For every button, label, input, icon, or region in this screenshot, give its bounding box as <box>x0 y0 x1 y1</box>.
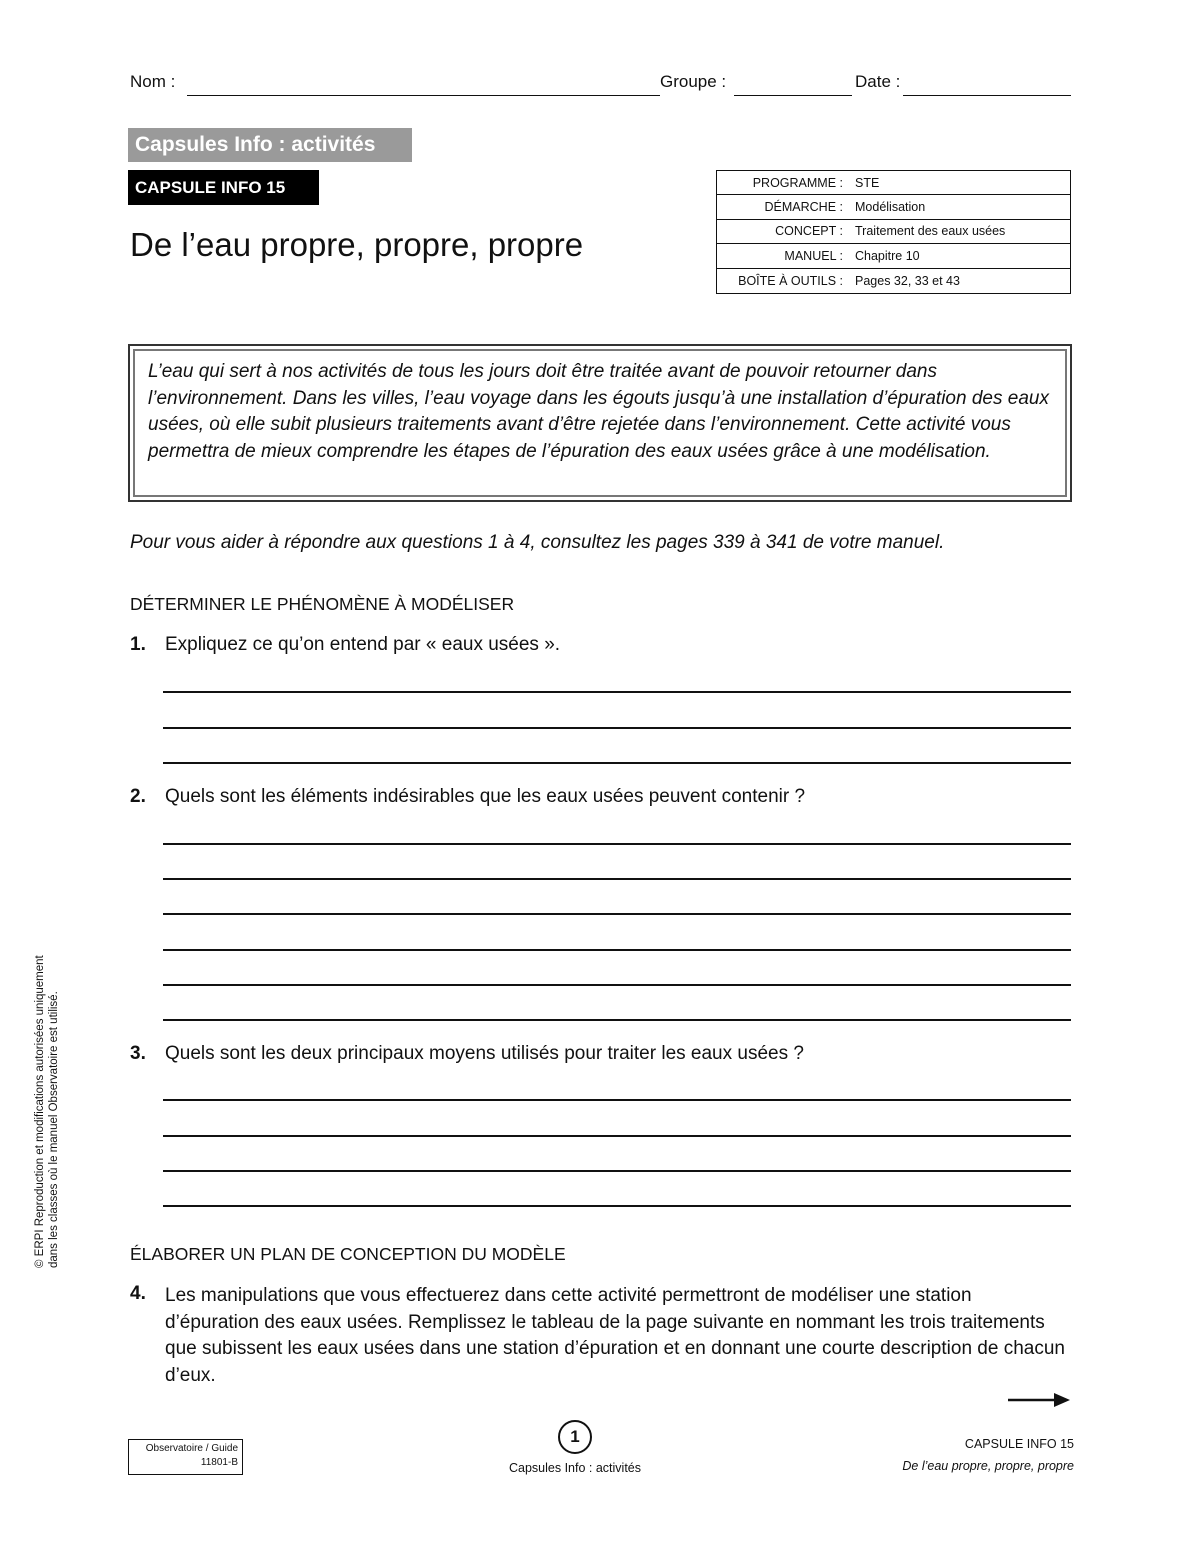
program-row-value: Chapitre 10 <box>855 248 920 263</box>
copyright-line-2: dans les classes où le manuel Observatoire est utilisé. <box>48 991 60 1268</box>
date-field[interactable] <box>903 95 1071 96</box>
program-row <box>717 269 1070 293</box>
copyright-note <box>33 868 61 1268</box>
footer-capsule-label: CAPSULE INFO 15 <box>964 1437 1074 1451</box>
page-title: De l’eau propre, propre, propre <box>130 226 584 263</box>
footer-box-line-2: 11801-B <box>200 1457 238 1468</box>
hint-text: Pour vous aider à répondre aux questions 1 à 4, consultez les pages 339 à 341 de votre manuel. <box>130 532 945 553</box>
answer-line[interactable] <box>163 1099 1071 1101</box>
question-text: Quels sont les éléments indésirables que les eaux usées peuvent contenir ? <box>165 786 806 807</box>
groupe-field[interactable] <box>734 95 852 96</box>
copyright-line-1: © ERPI Reproduction et modifications autorisées uniquement <box>34 955 46 1268</box>
section-heading-2: ÉLABORER UN PLAN DE CONCEPTION DU MODÈLE <box>130 1244 566 1264</box>
program-row-value: Pages 32, 33 et 43 <box>855 273 960 288</box>
groupe-label: Groupe : <box>660 72 727 91</box>
nom-field[interactable] <box>187 95 660 96</box>
question-number: 4. <box>130 1283 146 1304</box>
program-table <box>716 170 1071 294</box>
question-number: 3. <box>130 1043 146 1064</box>
program-row-label: CONCEPT : <box>775 224 843 239</box>
question-text: Quels sont les deux principaux moyens utilisés pour traiter les eaux usées ? <box>165 1043 804 1064</box>
answer-line[interactable] <box>163 1019 1071 1021</box>
category-tag: Capsules Info : activités <box>128 128 412 162</box>
program-row-label: BOÎTE À OUTILS : <box>738 273 843 288</box>
answer-line[interactable] <box>163 691 1071 693</box>
page-number: 1 <box>558 1420 592 1454</box>
question-number: 1. <box>130 634 146 655</box>
program-row <box>717 244 1070 268</box>
footer-reference-box <box>128 1439 243 1475</box>
intro-text: L’eau qui sert à nos activités de tous les jours doit être traitée avant de pouvoir retourner dans l’environnement. Dans les villes, l’eau voyage dans les égouts jusqu’à une installation d’épuration des eaux usées, où elle subit plusieurs traitements avant d’être rejetée dans l’environnement. Cette activité vous permettra de mieux comprendre les étapes de l’épuration des eaux usées grâce à une modélisation. <box>148 361 1049 462</box>
question-text: Expliquez ce qu’on entend par « eaux usées ». <box>165 634 561 655</box>
program-row-label: PROGRAMME : <box>752 175 843 190</box>
program-row <box>717 195 1070 219</box>
footer-title: De l’eau propre, propre, propre <box>902 1459 1074 1473</box>
answer-line[interactable] <box>163 1170 1071 1172</box>
arrow-right-icon[interactable] <box>1008 1390 1070 1410</box>
answer-line[interactable] <box>163 1135 1071 1137</box>
nom-label: Nom : <box>130 72 176 91</box>
footer-center-text: Capsules Info : activités <box>508 1461 641 1475</box>
section-heading-1: DÉTERMINER LE PHÉNOMÈNE À MODÉLISER <box>130 594 515 614</box>
answer-line[interactable] <box>163 727 1071 729</box>
program-row-value: Modélisation <box>855 200 926 215</box>
answer-line[interactable] <box>163 878 1071 880</box>
answer-line[interactable] <box>163 843 1071 845</box>
program-row-label: MANUEL : <box>784 248 843 263</box>
footer-box-line-1: Observatoire / Guide <box>145 1443 238 1454</box>
answer-line[interactable] <box>163 762 1071 764</box>
question-number: 2. <box>130 786 146 807</box>
answer-line[interactable] <box>163 1205 1071 1207</box>
question-text: Les manipulations que vous effectuerez dans cette activité permettront de modéliser une station d’épuration des eaux usées. Remplissez le tableau de la page suivante en nommant les trois traitements que subissent les eaux usées dans une station d’épuration et en donnant une courte description de chacun d’eux. <box>165 1285 1065 1386</box>
program-row-value: STE <box>855 175 880 190</box>
answer-line[interactable] <box>163 984 1071 986</box>
answer-line[interactable] <box>163 913 1071 915</box>
program-row-value: Traitement des eaux usées <box>855 224 1006 239</box>
program-row-label: DÉMARCHE : <box>764 200 843 215</box>
answer-line[interactable] <box>163 949 1071 951</box>
capsule-tag: CAPSULE INFO 15 <box>128 170 319 205</box>
date-label: Date : <box>855 72 901 91</box>
intro-box <box>128 344 1072 502</box>
program-row <box>717 171 1070 195</box>
program-row <box>717 220 1070 244</box>
